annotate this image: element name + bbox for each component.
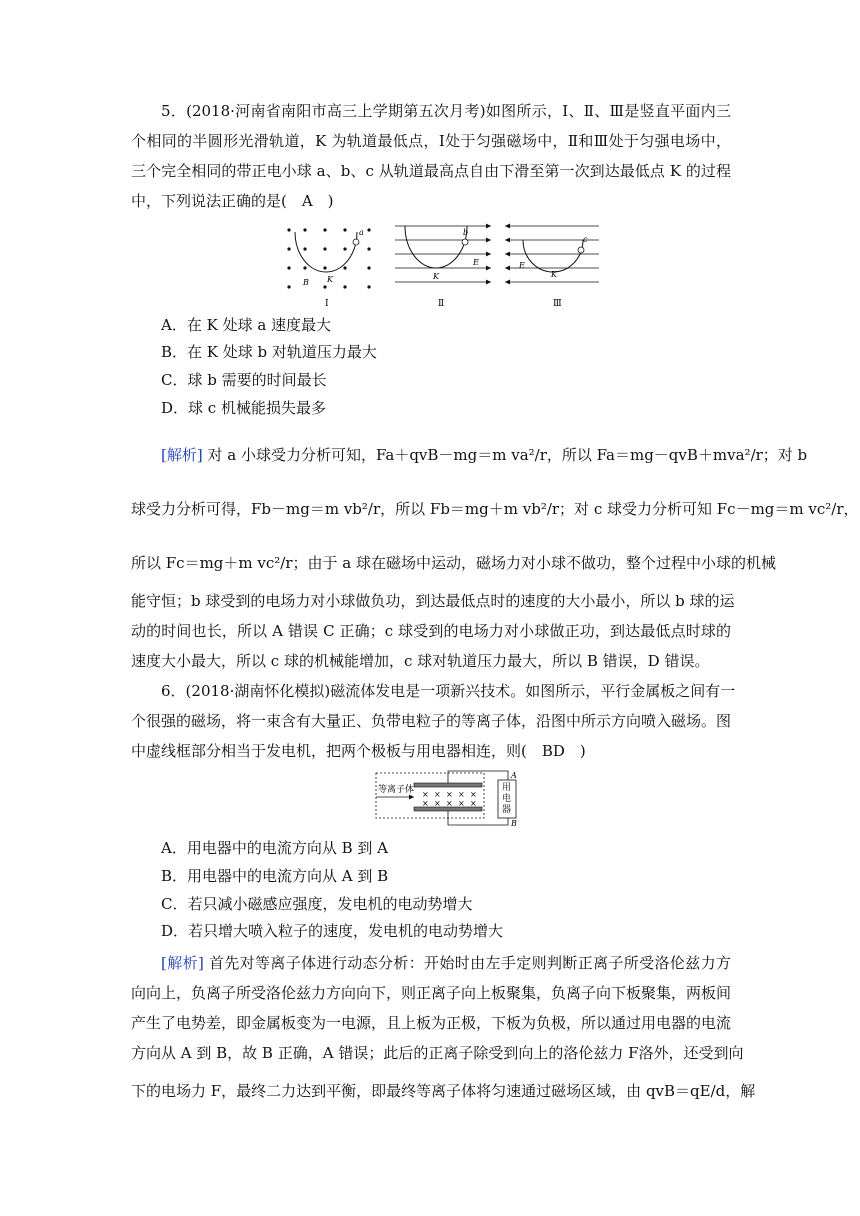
q5-line-2: 个相同的半圆形光滑轨道，K 为轨道最低点，Ⅰ处于匀强磁场中，Ⅱ和Ⅲ处于匀强电场中，	[131, 132, 731, 150]
label-c: c	[583, 235, 588, 244]
q6-option-d: D．若只增大喷入粒子的速度，发电机的电动势增大	[161, 922, 504, 940]
track-II	[405, 226, 467, 268]
svg-text:×: ×	[434, 790, 441, 799]
magnetic-field-crosses	[422, 790, 477, 808]
svg-text:×: ×	[470, 790, 477, 799]
q5-line-4: 中，下列说法正确的是( A )	[131, 192, 334, 210]
q5-analysis-line-4: 能守恒；b 球受到的电场力对小球做负功，到达最低点时的速度的大小最小，所以 b 球的运	[131, 592, 735, 610]
ball-c	[578, 247, 584, 253]
q6-analysis-line-5: 下的电场力 F，最终二力达到平衡，即最终等离子体将匀速通过磁场区域，由 qvB＝qE/d，解	[131, 1082, 756, 1100]
label-K-I: K	[327, 275, 333, 284]
q5-option-d: D．球 c 机械能损失最多	[161, 399, 326, 417]
q6-line-2: 个很强的磁场，将一束含有大量正、负带电粒子的等离子体，沿图中所示方向喷入磁场。图	[131, 712, 732, 730]
svg-text:×: ×	[470, 799, 477, 808]
arrows-right-II	[486, 224, 491, 285]
analysis-tag: [解析]	[161, 446, 203, 464]
label-device-1: 用	[502, 783, 512, 793]
label-plasma: 等离子体	[378, 785, 415, 795]
svg-text:×: ×	[458, 790, 465, 799]
svg-text:×: ×	[446, 799, 453, 808]
upper-plate	[414, 783, 482, 787]
q6-analysis-line-3: 产生了电势差，即金属板变为一电源，且上板为正极，下板为负极，所以通过用电器的电流	[131, 1014, 732, 1032]
label-panel-II: Ⅱ	[438, 299, 445, 309]
q5-analysis-line-3: 所以 Fc＝mg＋m vc²/r；由于 a 球在磁场中运动，磁场力对小球不做功，整个过程中小球的机械	[131, 554, 776, 572]
label-K-III: K	[551, 270, 557, 279]
label-E-III: E	[519, 261, 525, 270]
q6-option-b: B．用电器中的电流方向从 A 到 B	[161, 867, 389, 885]
field-lines-II	[395, 226, 491, 282]
q6-analysis-line-2: 向向上，负离子所受洛伦兹力方向向下，则正离子向上板聚集，负离子向下板聚集，两板间	[131, 984, 732, 1002]
arrows-left-III	[505, 224, 510, 285]
q5-analysis-line-2: 球受力分析可得，Fb－mg＝m vb²/r，所以 Fb＝mg＋m vb²/r；对 c 球受力分析可知 Fc－mg＝m vc²/r，	[131, 500, 859, 518]
label-B: B	[511, 819, 517, 828]
label-E-II: E	[473, 258, 479, 267]
svg-text:×: ×	[422, 799, 429, 808]
svg-text:×: ×	[434, 799, 441, 808]
q6-analysis-line-1: [解析] 首先对等离子体进行动态分析：开始时由左手定则判断正离子所受洛伦兹力方	[161, 954, 731, 972]
label-B: B	[303, 278, 309, 287]
label-a: a	[359, 228, 364, 237]
q6-line-1: 6．(2018·湖南怀化模拟)磁流体发电是一项新兴技术。如图所示，平行金属板之间有一	[161, 682, 736, 700]
analysis-tag: [解析]	[161, 954, 204, 972]
q5-line-3: 三个完全相同的带正电小球 a、b、c 从轨道最高点自由下滑至第一次到达最低点 K 的过程	[131, 162, 731, 180]
q6-figure	[374, 770, 524, 828]
q6-option-a: A．用电器中的电流方向从 B 到 A	[161, 839, 388, 857]
q5-option-a: A．在 K 处球 a 速度最大	[161, 316, 332, 334]
label-b: b	[463, 228, 469, 237]
ball-b	[462, 239, 468, 245]
q6-option-c: C．若只减小磁感应强度，发电机的电动势增大	[161, 895, 473, 913]
label-panel-III: Ⅲ	[553, 299, 562, 309]
q5-option-c: C．球 b 需要的时间最长	[161, 371, 327, 389]
label-panel-I: Ⅰ	[325, 299, 329, 309]
q5-analysis-line-6: 速度大小最大，所以 c 球的机械能增加，c 球对轨道压力最大，所以 B 错误，D 错误。	[131, 652, 710, 670]
label-device-3: 器	[502, 805, 512, 815]
svg-text:×: ×	[458, 799, 465, 808]
track-I	[295, 232, 357, 272]
q6-line-3: 中虚线框部分相当于发电机，把两个极板与用电器相连，则( BD )	[131, 742, 586, 760]
q5-line-1: 5．(2018·河南省南阳市高三上学期第五次月考)如图所示，Ⅰ、Ⅱ、Ⅲ是竖直平面内三	[161, 102, 731, 120]
svg-text:×: ×	[422, 790, 429, 799]
label-device-2: 电	[502, 794, 512, 804]
q5-analysis-line-5: 动的时间也长，所以 A 错误 C 正确；c 球受到的电场力对小球做正功，到达最低点时球的	[131, 622, 731, 640]
track-III	[523, 240, 583, 272]
q5-analysis-line-1: [解析] 对 a 小球受力分析可知，Fa＋qvB－mg＝m va²/r，所以 Fa＝mg－qvB＋mva²/r；对 b	[161, 446, 808, 464]
label-A: A	[511, 771, 517, 780]
q6-analysis-line-4: 方向从 A 到 B，故 B 正确，A 错误；此后的正离子除受到向上的洛伦兹力 F洛外，还受到向	[131, 1044, 744, 1062]
ball-a	[353, 239, 359, 245]
svg-text:×: ×	[446, 790, 453, 799]
q5-option-b: B．在 K 处球 b 对轨道压力最大	[161, 343, 377, 361]
label-K-II: K	[433, 272, 439, 281]
q5-figure	[283, 222, 603, 314]
